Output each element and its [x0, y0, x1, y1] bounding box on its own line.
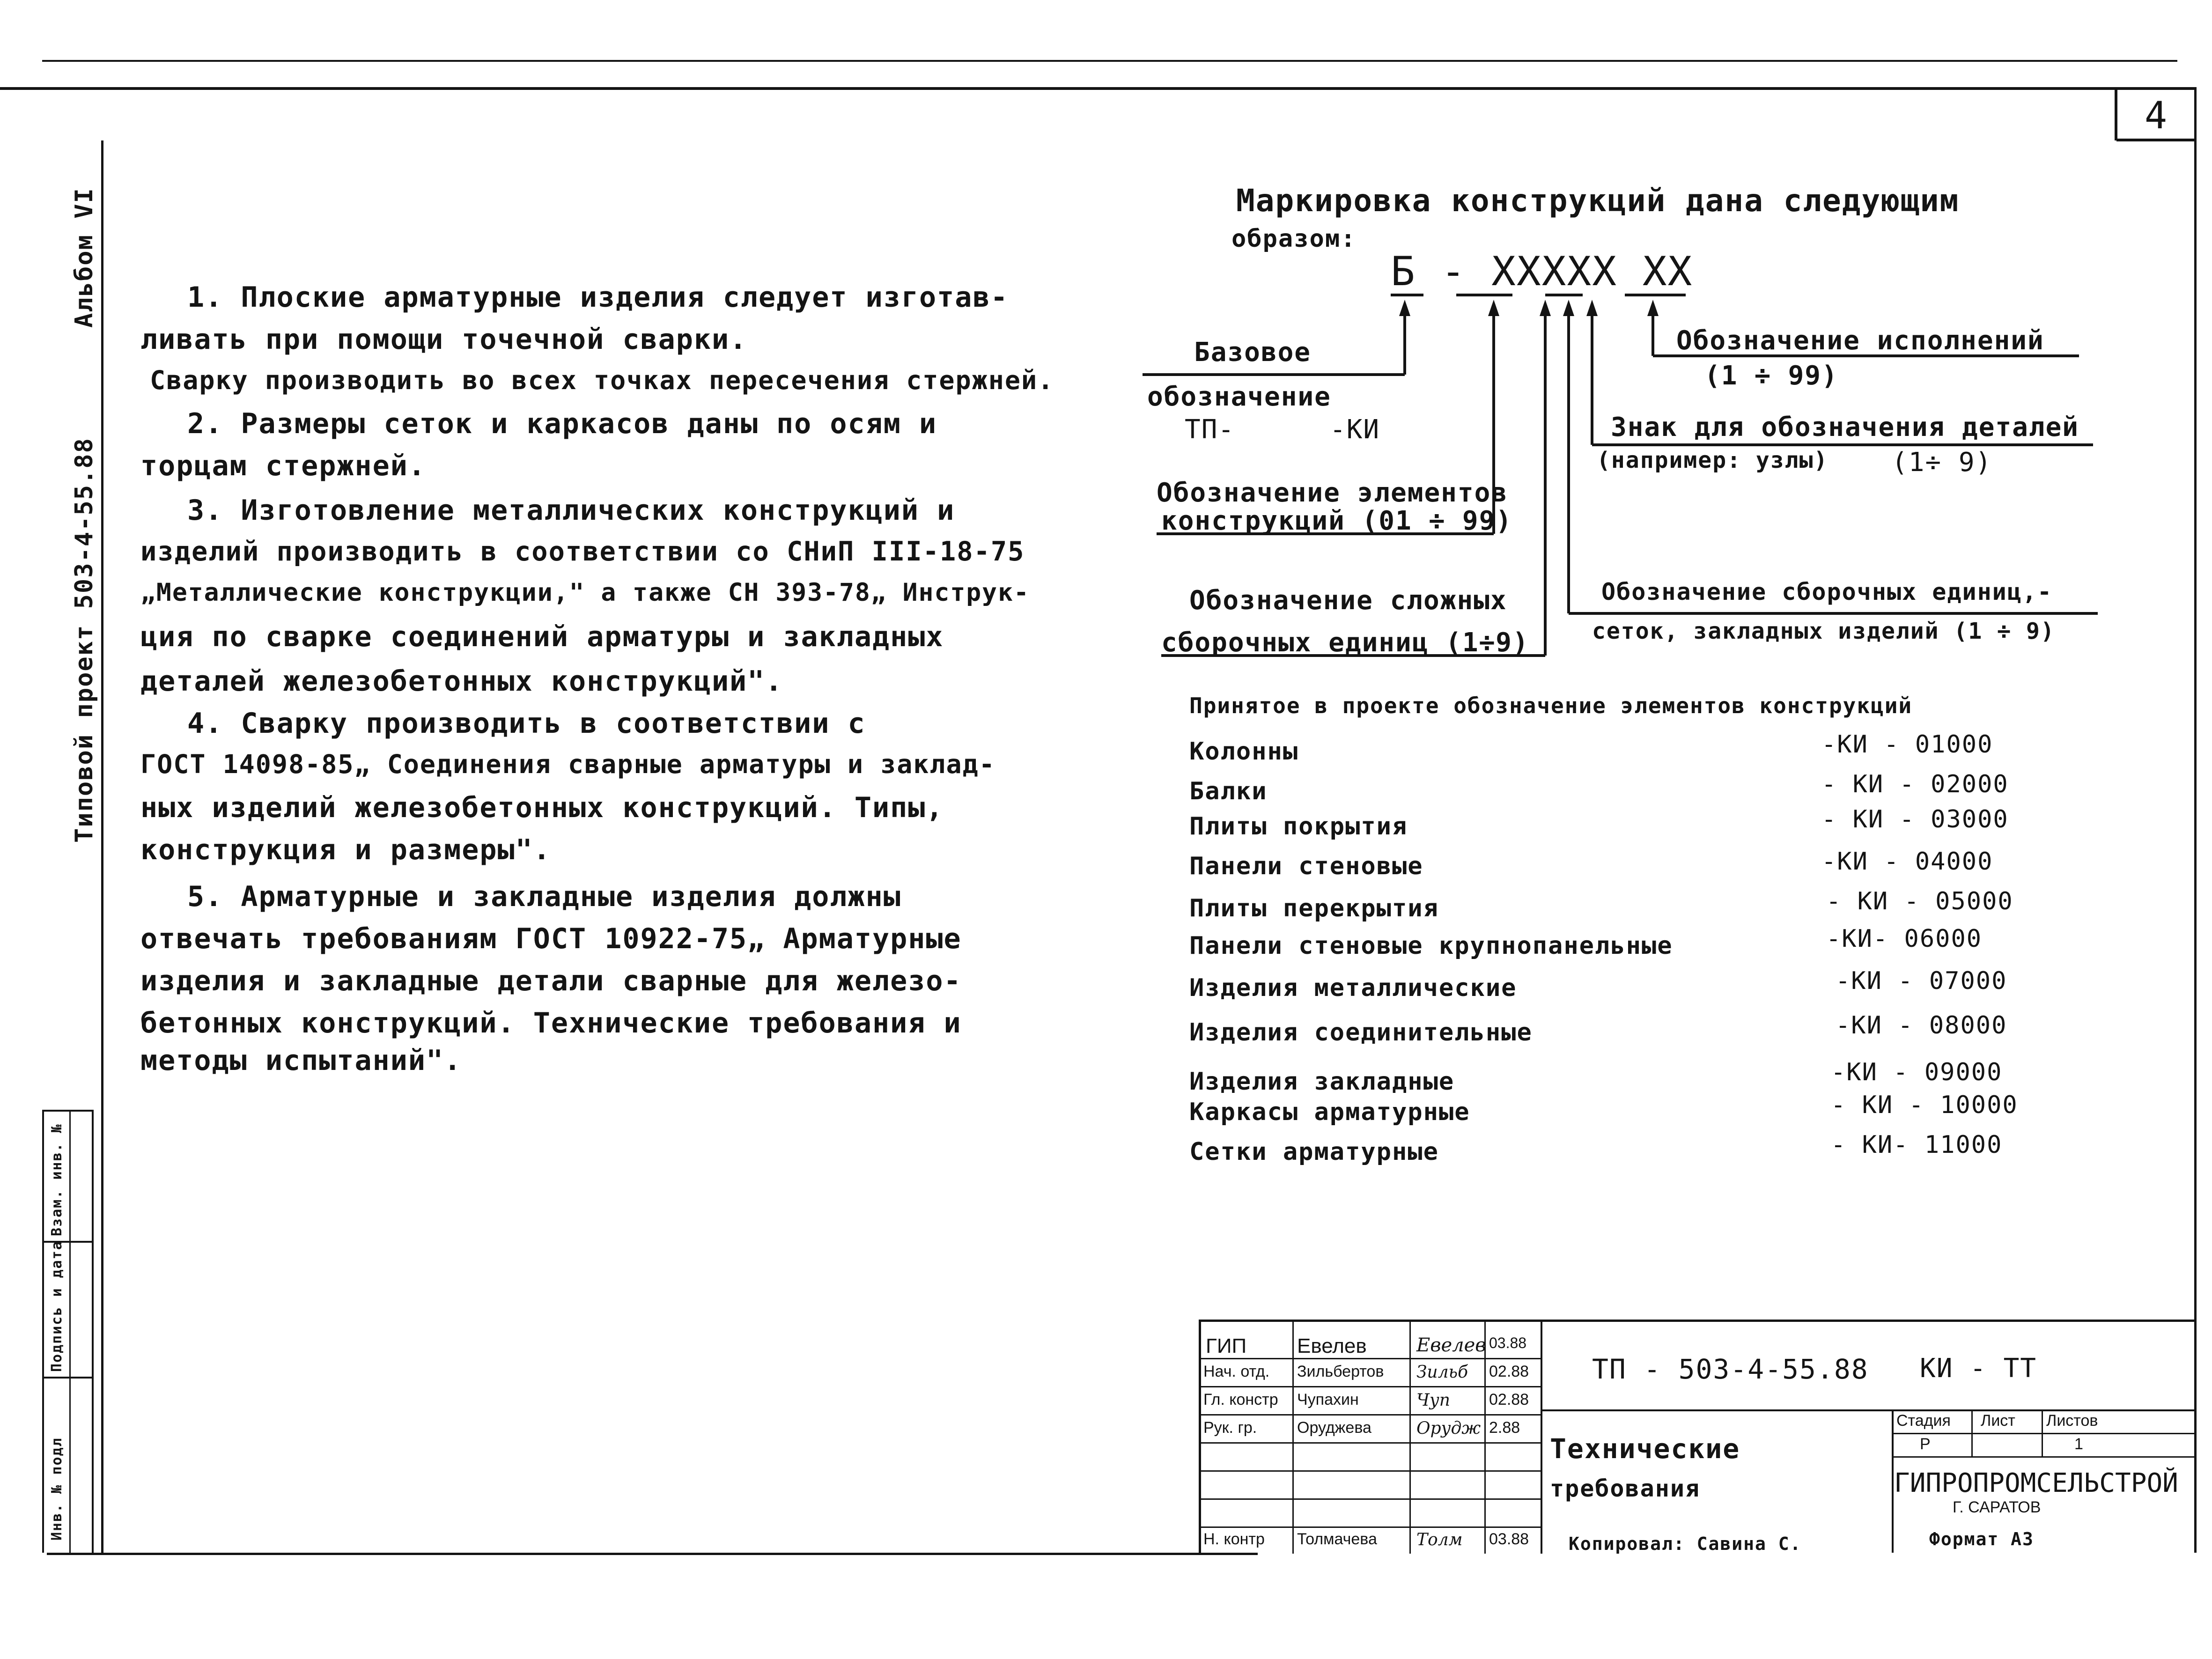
element-name: Панели стеновые крупнопанельные: [1189, 932, 1673, 960]
element-code: -КИ- 06000: [1826, 925, 1983, 953]
tb-sheet-title-1: Технические: [1550, 1433, 1740, 1465]
note-line: 4. Сварку производить в соответствии с: [187, 707, 866, 740]
element-name: Панели стеновые: [1189, 852, 1423, 880]
label-complex-1: Обозначение сложных: [1189, 585, 1507, 616]
note-line: 3. Изготовление металлических конструкций и: [187, 494, 955, 527]
note-line: „Металлические конструкции," а также СН 393-78„ Инструк-: [140, 578, 1030, 607]
note-line: ливать при помощи точечной сварки.: [140, 323, 748, 356]
note-line: бетонных конструкций. Технические требования и: [140, 1007, 962, 1040]
note-line: деталей железобетонных конструкций".: [140, 665, 783, 698]
sheet-number: 4: [2145, 94, 2168, 137]
label-assembly-1: Обозначение сборочных единиц,-: [1601, 578, 2053, 605]
tb-sheet-label: Лист: [1981, 1412, 2015, 1430]
element-code: -КИ - 07000: [1836, 967, 2007, 995]
note-line: торцам стержней.: [140, 450, 426, 482]
tb-copied-by: Копировал: Савина С.: [1569, 1534, 1802, 1554]
label-complex-2: сборочных единиц (1÷9): [1161, 627, 1529, 658]
tb-col-2: [1409, 1320, 1411, 1554]
label-base-1: Базовое: [1194, 337, 1312, 368]
tb-col-4: [1541, 1320, 1542, 1554]
element-name: Каркасы арматурные: [1189, 1098, 1470, 1126]
label-variant-2: (1 ÷ 99): [1704, 361, 1838, 391]
tb-sheet-title-2: требования: [1550, 1475, 1701, 1502]
element-code: - КИ- 11000: [1831, 1131, 2003, 1159]
element-code: - КИ - 05000: [1826, 887, 2013, 915]
tb-signature: Зильб: [1416, 1363, 1468, 1382]
element-name: Изделия металлические: [1189, 974, 1517, 1002]
label-detail-3: (1÷ 9): [1892, 447, 1992, 478]
tb-row-5: [1199, 1470, 1541, 1472]
tb-organization: ГИПРОПРОМСЕЛЬСТРОЙ: [1894, 1468, 2178, 1498]
tb-stage-value: Р: [1920, 1435, 1931, 1453]
element-code: -КИ - 04000: [1821, 848, 1993, 876]
element-code: - КИ - 10000: [1831, 1091, 2018, 1119]
tb-signature: Орудж: [1416, 1419, 1481, 1438]
tb-date: 02.88: [1489, 1363, 1529, 1380]
tb-row-3: [1199, 1414, 1541, 1416]
note-line: изделия и закладные детали сварные для железо-: [140, 965, 962, 997]
label-base-4: -КИ: [1330, 414, 1380, 445]
note-line: 5. Арматурные и закладные изделия должны: [187, 880, 901, 913]
tb-role: Рук. гр.: [1203, 1419, 1257, 1437]
tb-date: 02.88: [1489, 1391, 1529, 1408]
element-name: Сетки арматурные: [1189, 1138, 1439, 1166]
stamp-cell-inventory: Инв. № подл: [49, 1437, 65, 1541]
tb-code-divider: [1541, 1409, 2196, 1411]
element-code: - КИ - 02000: [1821, 770, 2009, 798]
element-name: Балки: [1189, 777, 1268, 805]
note-line: Сварку производить во всех точках пересечения стержней.: [150, 365, 1054, 395]
tb-stage-col: [1892, 1409, 1894, 1553]
label-variant-1: Обозначение исполнений: [1676, 325, 2044, 356]
tb-stage-row-2: [1892, 1456, 2196, 1458]
tb-row-2: [1199, 1386, 1541, 1387]
note-line: ных изделий железобетонных конструкций. Типы,: [140, 791, 944, 824]
tb-row-1: [1199, 1358, 1541, 1359]
label-detail-2: (например: узлы): [1597, 447, 1829, 473]
tb-col-1: [1292, 1320, 1294, 1554]
tb-person: Зильбертов: [1297, 1363, 1384, 1380]
tb-signature: Евелев: [1416, 1335, 1486, 1356]
tb-signature: Толм: [1416, 1530, 1463, 1549]
note-line: отвечать требованиям ГОСТ 10922-75„ Арматурные: [140, 922, 962, 955]
tb-row-7: [1199, 1526, 1541, 1528]
tb-stage-label: Стадия: [1896, 1412, 1951, 1430]
stamp-cell-signature: Подпись и дата: [49, 1240, 65, 1372]
label-elements-1: Обозначение элементов: [1157, 478, 1508, 508]
side-album-label: Альбом VI: [70, 187, 98, 328]
marking-title: Маркировка конструкций дана следующим: [1236, 183, 1960, 219]
tb-signature: Чуп: [1416, 1391, 1450, 1410]
element-name: Изделия соединительные: [1189, 1018, 1533, 1047]
label-base-2: обозначение: [1147, 382, 1331, 412]
tb-sheets-label: Листов: [2046, 1412, 2098, 1430]
tb-date: 03.88: [1489, 1530, 1529, 1548]
note-line: ция по сварке соединений арматуры и закладных: [140, 620, 944, 653]
element-name: Плиты перекрытия: [1189, 894, 1439, 922]
element-name: Колонны: [1189, 737, 1299, 766]
tb-stage-sub-2: [2042, 1409, 2043, 1456]
note-line: 2. Размеры сеток и каркасов даны по осям и: [187, 407, 937, 440]
tb-city: Г. САРАТОВ: [1953, 1498, 2041, 1516]
note-line: методы испытаний".: [140, 1044, 462, 1077]
tb-top-line: [1199, 1320, 2196, 1322]
tb-format: Формат А3: [1929, 1529, 2034, 1549]
element-code: -КИ - 08000: [1836, 1011, 2007, 1040]
tb-person: Толмачева: [1297, 1530, 1377, 1548]
tb-person: Евелев: [1297, 1335, 1367, 1357]
tb-person: Чупахин: [1297, 1391, 1359, 1408]
element-code: -КИ - 01000: [1821, 730, 1993, 759]
tb-role: Н. контр: [1203, 1530, 1265, 1548]
side-project-label: Типовой проект 503-4-55.88: [70, 437, 98, 843]
tb-row-6: [1199, 1498, 1541, 1500]
tb-date: 2.88: [1489, 1419, 1520, 1437]
tb-date: 03.88: [1489, 1335, 1527, 1351]
marking-code: Б - ХХХХХ ХХ: [1391, 248, 1693, 295]
label-base-3: ТП-: [1185, 414, 1235, 445]
tb-role: ГИП: [1206, 1335, 1247, 1357]
element-code: - КИ - 03000: [1821, 805, 2009, 833]
tb-stage-row-1: [1892, 1433, 2196, 1434]
tb-role: Нач. отд.: [1203, 1363, 1270, 1380]
tb-role: Гл. констр: [1203, 1391, 1278, 1408]
element-name: Изделия закладные: [1189, 1068, 1455, 1096]
label-detail-1: Знак для обозначения деталей: [1611, 412, 2079, 442]
tb-doc-code: ТП - 503-4-55.88: [1592, 1353, 1869, 1385]
element-name: Плиты покрытия: [1189, 812, 1408, 841]
tb-person: Оруджева: [1297, 1419, 1371, 1437]
note-line: ГОСТ 14098-85„ Соединения сварные арматуры и заклад-: [140, 749, 995, 779]
tb-stage-sub-1: [1971, 1409, 1973, 1456]
stamp-cell-replace: Взам. инв. №: [49, 1123, 65, 1236]
note-line: изделий производить в соответствии со СНиП III-18-75: [140, 536, 1025, 567]
tb-left-line: [1199, 1320, 1201, 1554]
label-elements-2: конструкций (01 ÷ 99): [1161, 506, 1513, 536]
note-line: конструкция и размеры".: [140, 833, 551, 866]
tb-sheets-value: 1: [2074, 1435, 2083, 1453]
label-assembly-2: сеток, закладных изделий (1 ÷ 9): [1592, 618, 2055, 644]
element-code: -КИ - 09000: [1831, 1058, 2003, 1086]
tb-row-4: [1199, 1442, 1541, 1444]
elements-header: Принятое в проекте обозначение элементов конструкций: [1189, 693, 1913, 718]
tb-doc-suffix: КИ - ТТ: [1920, 1353, 2037, 1384]
marking-title-2: образом:: [1231, 225, 1357, 253]
note-line: 1. Плоские арматурные изделия следует изготав-: [187, 281, 1009, 314]
